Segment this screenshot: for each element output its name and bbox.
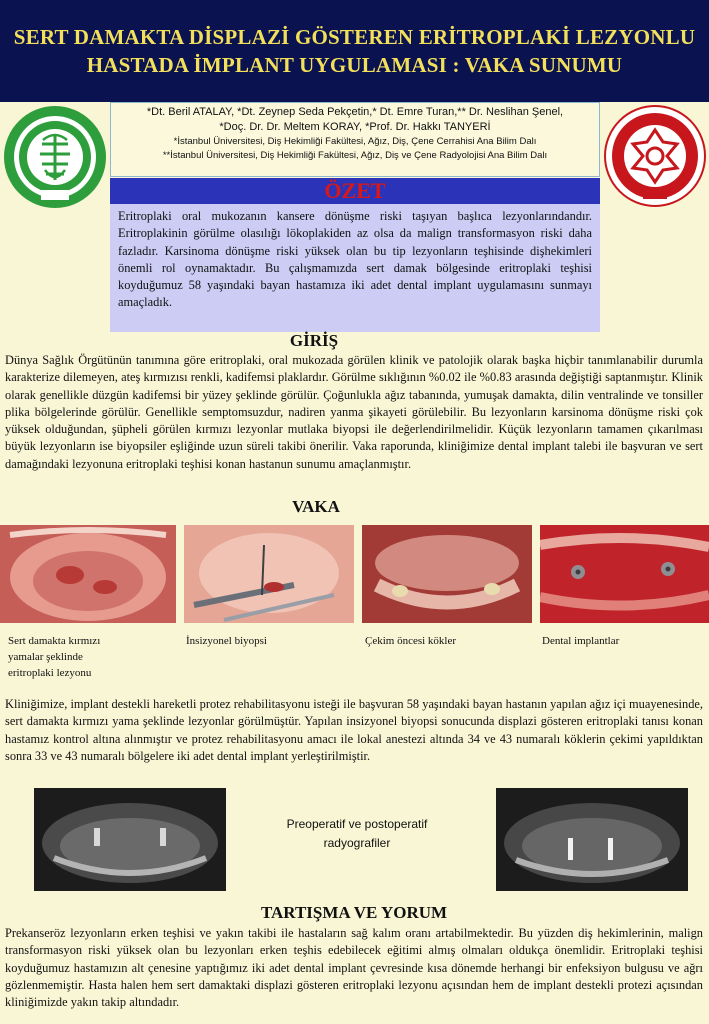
vaka-heading: VAKA bbox=[292, 497, 340, 516]
poster-header bbox=[0, 0, 709, 102]
roots-before-extraction-photo bbox=[362, 525, 532, 623]
ozet-text: Eritroplaki oral mukozanın kansere dönüşme riski taşıyan başlıca lezyonlarındandır. Eritroplakinin görülme olasılığı lökoplakiden az olsa da malign transformasyon riski daha fazladır. Karsinoma dönüşme riski yüksek olan bu tip lezyonların teşhisinde dişhekimleri önemli rol oynamaktadır. Bu çalışmamızda sert damak bölgesinde eritroplaki teşhisi koyduğumuz 58 yaşındaki bayan hastamıza iki adet dental implant uygulamasını sunmayı amaçladık. bbox=[110, 204, 600, 332]
affiliation-1: *İstanbul Üniversitesi, Diş Hekimliği Fakültesi, Ağız, Diş, Çene Cerrahisi Ana Bilim Dalı bbox=[173, 136, 537, 147]
giris-heading: GİRİŞ bbox=[289, 331, 339, 350]
palate-lesion-photo bbox=[0, 525, 176, 623]
preoperative-radiograph bbox=[34, 788, 226, 891]
tartisma-heading: TARTIŞMA VE YORUM bbox=[260, 903, 448, 922]
ozet-heading: ÖZET bbox=[324, 178, 386, 203]
tartisma-text: Prekanseröz lezyonların erken teşhisi ve yakın takibi ile hastaların sağ kalım oranı artabilmektedir. Bu yüzden diş hekimlerinin, malign transformasyon riski yüksek olan bu lezyonları erken teşhis edebilecek eğitimi almış olmaları oldukça önemlidir. Eritroplaki teşhisi koyduğumuz hastamızın alt çenesine yaptığımız iki adet dental implant çevresinde kısa dönemde herhangi bir enfeksiyon bulgusu ve ağrı gözlenmemiştir. Hasta halen hem sert damaktaki displazi gösteren eritroplaki lezyonu açısından hem de implant destekli protezi açısından kliniğimizde yakın takip altındadır. bbox=[5, 926, 703, 1010]
affiliation-2: **İstanbul Üniversitesi, Diş Hekimliği Fakültesi, Ağız, Diş ve Çene Radyolojisi Ana Bilim Dalı bbox=[162, 150, 548, 161]
dental-implants-photo bbox=[540, 525, 709, 623]
postoperative-radiograph bbox=[496, 788, 688, 891]
vaka-text: Kliniğimize, implant destekli hareketli protez rehabilitasyonu isteği ile başvuran 58 yaşındaki bayan hastanın yapılan ağız içi muayenesinde, sert damakta kırmızı yama şeklinde lezyonlar görülmüştür. Yapılan insizyonel biyopsi sonucunda displazi gösteren eritroplaki tanısı konan hastamız kontrol altına alınmıştır ve protez rehabilitasyonu amacı ile lokal anestezi altında 34 ve 43 numaralı köklerin çekimi yapıldıktan sonra 33 ve 43 numaralı bölgelere iki adet dental implant yerleştirilmiştir. bbox=[5, 697, 703, 763]
biopsy-photo bbox=[184, 525, 354, 623]
caption-implants: Dental implantlar bbox=[542, 635, 620, 647]
istanbul-university-logo bbox=[2, 104, 108, 210]
radiograph-caption: Preoperatif ve postoperatif radyografiler bbox=[286, 817, 428, 850]
ozet-heading-bar bbox=[110, 178, 600, 204]
caption-lesion: Sert damakta kırmızı yamalar şeklinde eritroplaki lezyonu bbox=[8, 635, 101, 679]
author-list-line-1: *Dt. Beril ATALAY, *Dt. Zeynep Seda Pekçetin,* Dt. Emre Turan,** Dr. Neslihan Şenel, bbox=[146, 106, 564, 118]
author-list-line-2: *Doç. Dr. Dr. Meltem KORAY, *Prof. Dr. Hakkı TANYERİ bbox=[219, 121, 491, 133]
giris-text: Dünya Sağlık Örgütünün tanımına göre eritroplaki, oral mukozada görülen klinik ve patolojik olarak başka hiçbir tanımlanabilir durumla karakterize dilemeyen, ateş kırmızısı renkli, kadifemsi plaklardır. Görülme sıklığının %0.02 ile %0.83 arasında değiştiği saptanmıştır. Klinik olarak genellikle düzgün kadifemsi bir yüzey şeklinde görülür. Çoğunlukla ağız tabanında, yumuşak damakta, dilin ventralinde ve tonsiller plika bölgelerinde görülür. Genellikle semptomsuzdur, nadiren yanma şikayeti görülebilir. Bu lezyonların karsinoma dönüşme riski çok yüksek olduğundan, şüpheli görülen kırmızı lezyonlar mutlaka biyopsi ile değerlendirilmelidir. Küçük lezyonların tamamen çıkarılması büyük lezyonların ise biyopsiler eşliğinde uzun süreli takibi önerilir. Vaka raporunda, kliniğimize dental implant talebi ile başvuran ve sert damağındaki lezyonuna eritroplaki teşhisi konan hastanun sunumu amaçlanmıştır. bbox=[5, 353, 703, 471]
caption-roots: Çekim öncesi kökler bbox=[365, 635, 457, 647]
poster-title: SERT DAMAKTA DİSPLAZİ GÖSTEREN ERİTROPLAKİ LEZYONLU HASTADA İMPLANT UYGULAMASI : VAKA SUNUMU bbox=[13, 25, 696, 77]
caption-biopsy: İnsizyonel biyopsi bbox=[186, 635, 267, 647]
dentistry-faculty-logo bbox=[603, 104, 707, 208]
authors-box bbox=[110, 102, 600, 177]
